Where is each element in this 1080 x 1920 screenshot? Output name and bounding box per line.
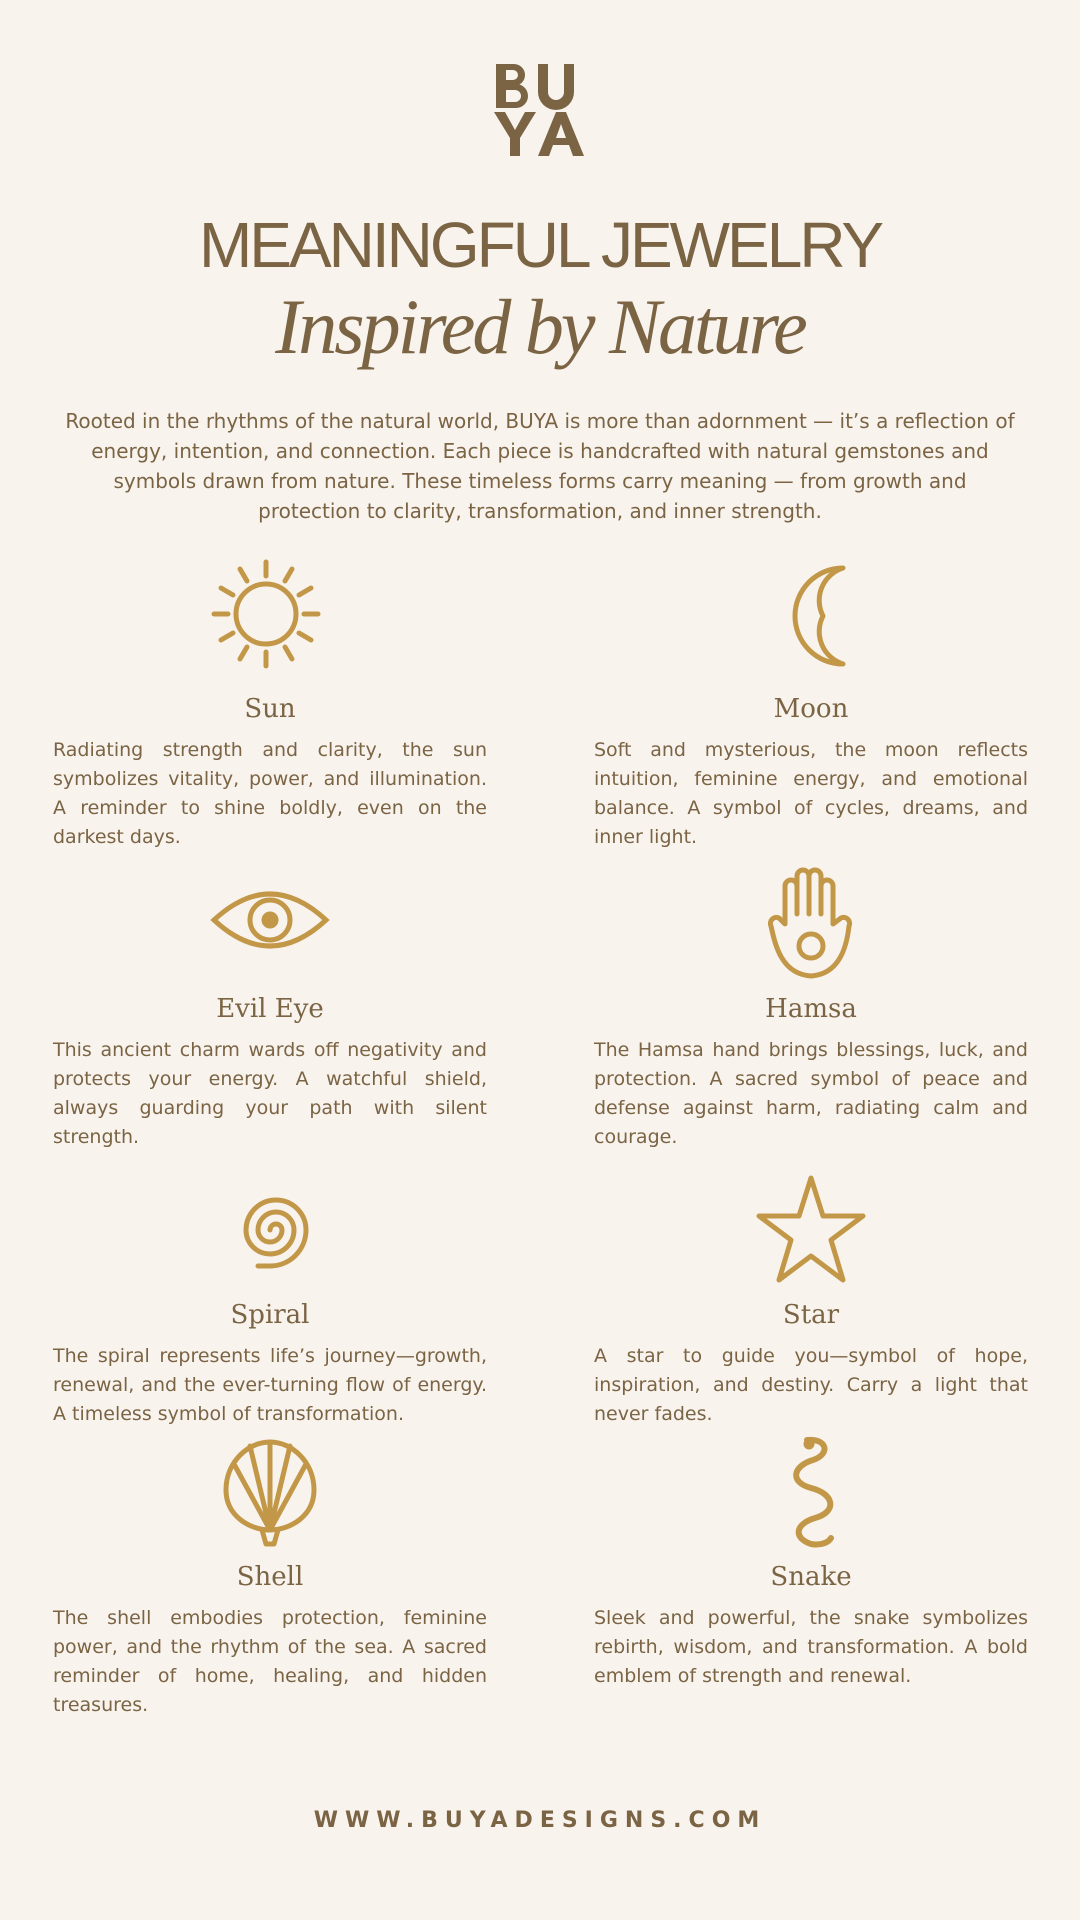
spiral-icon <box>210 1170 330 1290</box>
symbol-title: Hamsa <box>765 994 857 1024</box>
sun-icon <box>206 552 326 672</box>
subheadline: Inspired by Nature <box>275 283 805 370</box>
symbol-title: Spiral <box>230 1300 310 1330</box>
symbol-title: Snake <box>770 1562 852 1592</box>
symbol-item-hamsa <box>594 868 1028 1168</box>
website-link[interactable]: WWW.BUYADESIGNS.COM <box>313 1808 767 1833</box>
symbol-item-moon <box>594 552 1028 852</box>
symbol-title: Evil Eye <box>216 994 324 1024</box>
buya-logo <box>490 62 590 158</box>
moon-icon <box>751 552 871 672</box>
headline: MEANINGFUL JEWELRY <box>198 209 882 281</box>
symbol-item-snake <box>594 1432 1028 1712</box>
symbol-description: This ancient charm wards off negativity and protects your energy. A watchful shield, always guarding your path with silent strength. <box>53 1039 487 1148</box>
symbol-title: Star <box>782 1300 840 1330</box>
hamsa-icon <box>751 864 871 984</box>
intro-paragraph: Rooted in the rhythms of the natural world, BUYA is more than adornment — it’s a reflection of energy, intention, and connection. Each piece is handcrafted with natural gemstones and symbols drawn from nature. These timeless forms carry meaning — from growth and protection to clarity, transformation, and inner strength. <box>65 409 1015 523</box>
symbol-item-shell <box>53 1432 487 1716</box>
symbol-description: The shell embodies protection, feminine power, and the rhythm of the sea. A sacred reminder of home, healing, and hidden treasures. <box>53 1607 487 1716</box>
symbol-item-evil-eye <box>53 868 487 1168</box>
symbol-title: Moon <box>773 694 849 724</box>
symbol-description: The Hamsa hand brings blessings, luck, and protection. A sacred symbol of peace and defense against harm, radiating calm and courage. <box>594 1039 1028 1148</box>
symbol-description: The spiral represents life’s journey—growth, renewal, and the ever-turning flow of energy. A timeless symbol of transformation. <box>53 1345 487 1425</box>
buya-monogram-icon <box>490 62 590 158</box>
symbol-item-star <box>594 1170 1028 1430</box>
star-icon <box>751 1170 871 1290</box>
symbol-description: Soft and mysterious, the moon reflects intuition, feminine energy, and emotional balance. A symbol of cycles, dreams, and inner light. <box>594 739 1028 848</box>
shell-icon <box>210 1432 330 1552</box>
symbol-item-spiral <box>53 1170 487 1430</box>
symbol-description: Radiating strength and clarity, the sun symbolizes vitality, power, and illumination. A reminder to shine boldly, even on the darkest days. <box>53 739 487 848</box>
symbol-description: Sleek and powerful, the snake symbolizes rebirth, wisdom, and transformation. A bold emblem of strength and renewal. <box>594 1607 1028 1687</box>
symbol-title: Shell <box>236 1562 304 1592</box>
evil-eye-icon <box>210 860 330 980</box>
snake-icon <box>751 1432 871 1552</box>
symbol-title: Sun <box>244 694 296 724</box>
symbol-item-sun <box>53 552 487 852</box>
symbol-description: A star to guide you—symbol of hope, inspiration, and destiny. Carry a light that never fades. <box>594 1345 1028 1425</box>
